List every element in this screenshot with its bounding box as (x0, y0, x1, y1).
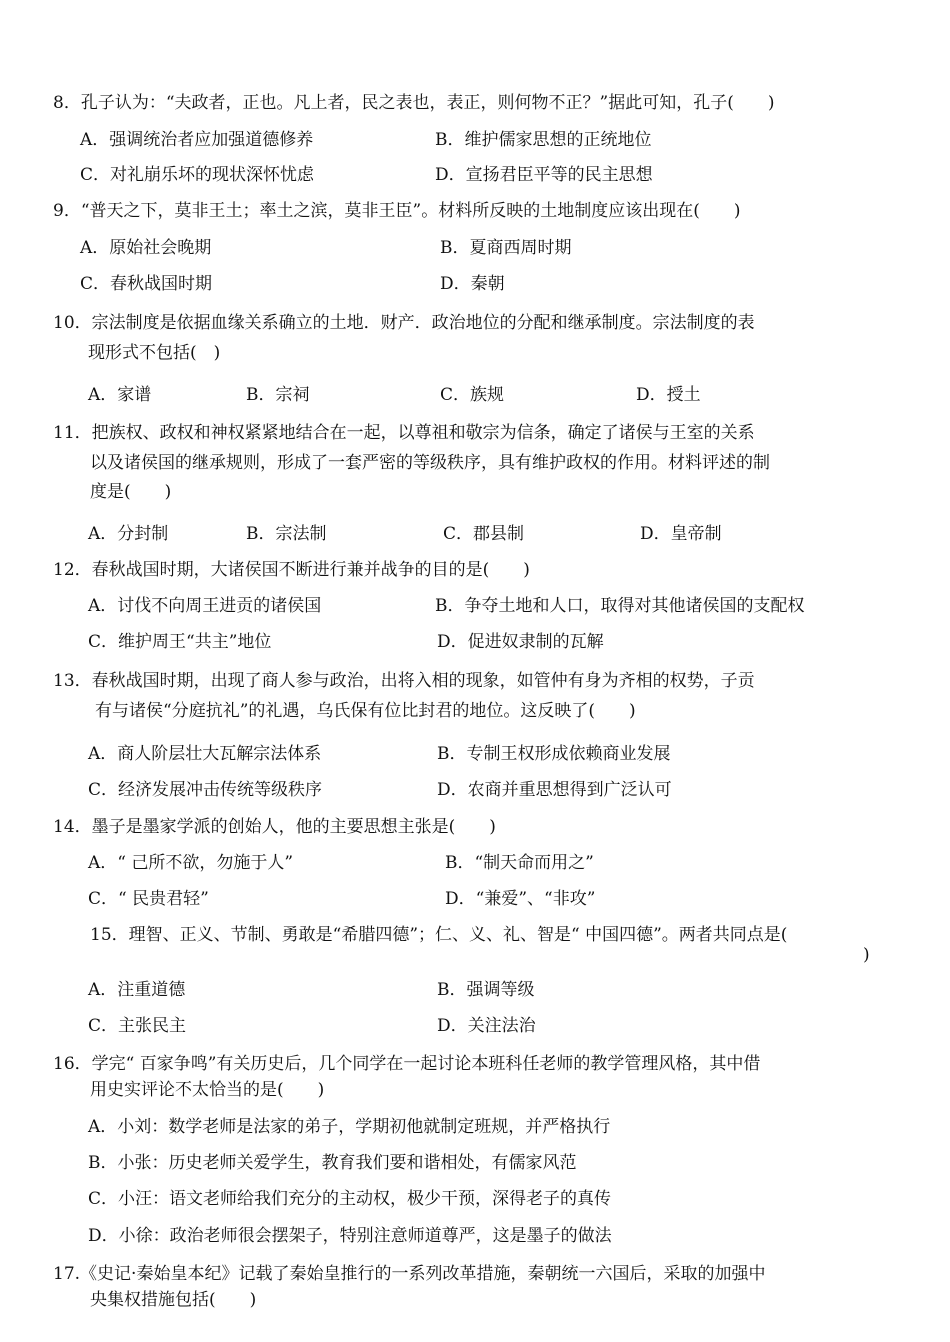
q8-stem: 8．孔子认为：“夫政者，正也。凡上者，民之表也，表正，则何物不正？”据此可知，孔子( ) (53, 93, 775, 113)
q12-option-d[interactable]: D．促进奴隶制的瓦解 (437, 632, 604, 652)
q15-stem-close: ) (863, 945, 870, 965)
q17-stem-line1: 17.《史记·秦始皇本纪》记载了秦始皇推行的一系列改革措施，秦朝统一六国后，采取的加强中 (53, 1264, 766, 1284)
q14-option-d[interactable]: D．“兼爱”、“非攻” (445, 889, 596, 909)
q11-stem-line2: 以及诸侯国的继承规则，形成了一套严密的等级秩序，具有维护政权的作用。材料评述的制 (90, 453, 770, 473)
q16-option-b[interactable]: B．小张：历史老师关爱学生，教育我们要和谐相处，有儒家风范 (88, 1153, 577, 1173)
q10-stem-line2: 现形式不包括( ) (88, 343, 221, 363)
q13-stem-line2: 有与诸侯“分庭抗礼”的礼遇，乌氏保有位比封君的地位。这反映了( ) (95, 701, 636, 721)
q11-stem-line1: 11．把族权、政权和神权紧紧地结合在一起，以尊祖和敬宗为信条，确定了诸侯与王室的关系 (53, 423, 755, 443)
q10-option-a[interactable]: A．家谱 (88, 385, 152, 405)
q12-option-b[interactable]: B．争夺土地和人口，取得对其他诸侯国的支配权 (435, 596, 805, 616)
q11-option-b[interactable]: B．宗法制 (246, 524, 327, 544)
q15-option-a[interactable]: A．注重道德 (88, 980, 186, 1000)
q13-option-b[interactable]: B．专制王权形成依赖商业发展 (437, 744, 671, 764)
q10-stem-line1: 10．宗法制度是依据血缘关系确立的土地．财产．政治地位的分配和继承制度。宗法制度的表 (53, 313, 755, 333)
q8-option-c[interactable]: C．对礼崩乐坏的现状深怀忧虑 (80, 165, 315, 185)
q11-option-a[interactable]: A．分封制 (88, 524, 169, 544)
q12-option-c[interactable]: C．维护周王“共主”地位 (88, 632, 272, 652)
q15-option-c[interactable]: C．主张民主 (88, 1016, 187, 1036)
q15-option-b[interactable]: B．强调等级 (437, 980, 535, 1000)
q9-option-a[interactable]: A．原始社会晚期 (80, 238, 212, 258)
q16-stem-line1: 16．学完“ 百家争鸣”有关历史后，几个同学在一起讨论本班科任老师的教学管理风格，其中借 (53, 1054, 761, 1074)
q9-option-c[interactable]: C．春秋战国时期 (80, 274, 213, 294)
q14-option-a[interactable]: A．“ 己所不欲，勿施于人” (88, 853, 294, 873)
q8-option-a[interactable]: A．强调统治者应加强道德修养 (80, 130, 314, 150)
q14-option-b[interactable]: B．“制天命而用之” (445, 853, 594, 873)
q9-stem: 9．“普天之下，莫非王土；率土之滨，莫非王臣”。材料所反映的土地制度应该出现在( ) (53, 201, 741, 221)
q12-option-a[interactable]: A．讨伐不向周王进贡的诸侯国 (88, 596, 322, 616)
q8-option-d[interactable]: D．宣扬君臣平等的民主思想 (435, 165, 653, 185)
q9-option-d[interactable]: D．秦朝 (440, 274, 505, 294)
q8-option-b[interactable]: B．维护儒家思想的正统地位 (435, 130, 652, 150)
q17-stem-line2: 央集权措施包括( ) (90, 1290, 257, 1310)
q9-option-b[interactable]: B．夏商西周时期 (440, 238, 572, 258)
q10-option-b[interactable]: B．宗祠 (246, 385, 310, 405)
q16-option-d[interactable]: D．小徐：政治老师很会摆架子，特别注意师道尊严，这是墨子的做法 (88, 1226, 612, 1246)
q16-option-c[interactable]: C．小汪：语文老师给我们充分的主动权，极少干预，深得老子的真传 (88, 1189, 612, 1209)
q11-option-d[interactable]: D．皇帝制 (640, 524, 722, 544)
q14-stem: 14．墨子是墨家学派的创始人，他的主要思想主张是( ) (53, 817, 496, 837)
q14-option-c[interactable]: C．“ 民贵君轻” (88, 889, 209, 909)
q12-stem: 12．春秋战国时期，大诸侯国不断进行兼并战争的目的是( ) (53, 560, 530, 580)
q15-option-d[interactable]: D．关注法治 (437, 1016, 536, 1036)
q10-option-d[interactable]: D．授土 (636, 385, 701, 405)
q10-option-c[interactable]: C．族规 (440, 385, 505, 405)
q11-stem-line3: 度是( ) (90, 482, 172, 502)
q13-option-c[interactable]: C．经济发展冲击传统等级秩序 (88, 780, 323, 800)
q13-option-a[interactable]: A．商人阶层壮大瓦解宗法体系 (88, 744, 322, 764)
q11-option-c[interactable]: C．郡县制 (443, 524, 525, 544)
q15-stem: 15．理智、正义、节制、勇敢是“希腊四德”；仁、义、礼、智是“ 中国四德”。两者共同点是( (90, 925, 788, 945)
q13-option-d[interactable]: D．农商并重思想得到广泛认可 (437, 780, 672, 800)
q13-stem-line1: 13．春秋战国时期，出现了商人参与政治，出将入相的现象，如管仲有身为齐相的权势，子贡 (53, 671, 755, 691)
q16-option-a[interactable]: A．小刘：数学老师是法家的弟子，学期初他就制定班规，并严格执行 (88, 1117, 611, 1137)
q16-stem-line2: 用史实评论不太恰当的是( ) (90, 1080, 325, 1100)
